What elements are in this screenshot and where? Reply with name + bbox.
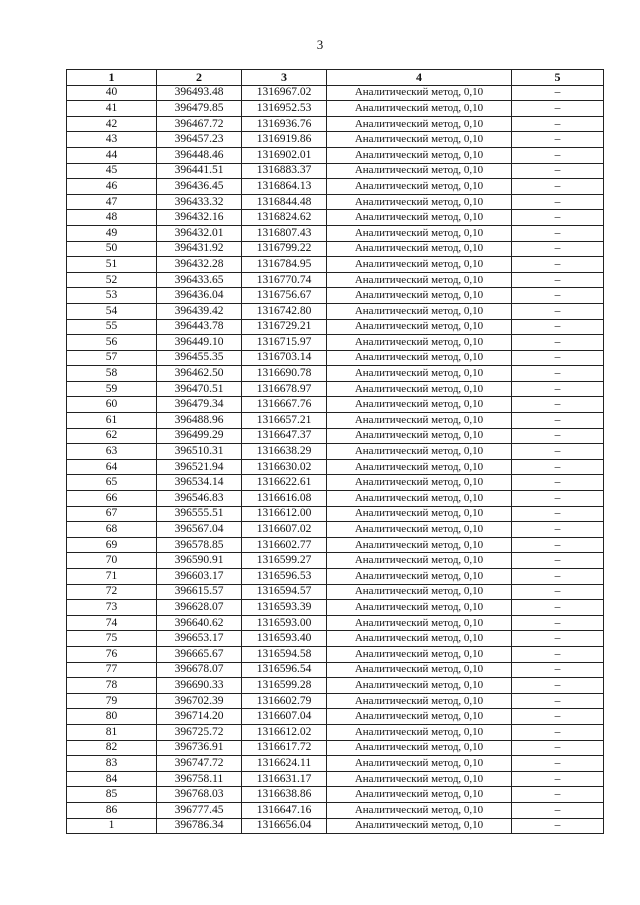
table-row <box>67 428 604 444</box>
method-cell: Аналитический метод, 0,10 <box>327 85 512 101</box>
y-coordinate-cell: 1316638.29 <box>242 444 327 460</box>
error-cell: – <box>512 288 604 304</box>
error-cell: – <box>512 272 604 288</box>
method-cell: Аналитический метод, 0,10 <box>327 787 512 803</box>
y-coordinate-cell: 1316936.76 <box>242 116 327 132</box>
error-cell: – <box>512 101 604 117</box>
y-coordinate-cell: 1316596.54 <box>242 662 327 678</box>
error-cell: – <box>512 491 604 507</box>
error-cell: – <box>512 397 604 413</box>
point-number-cell: 54 <box>67 303 157 319</box>
point-number-cell: 86 <box>67 802 157 818</box>
error-cell: – <box>512 413 604 429</box>
method-cell: Аналитический метод, 0,10 <box>327 303 512 319</box>
y-coordinate-cell: 1316631.17 <box>242 771 327 787</box>
method-cell: Аналитический метод, 0,10 <box>327 116 512 132</box>
table-row <box>67 584 604 600</box>
x-coordinate-cell: 396747.72 <box>157 756 242 772</box>
table-row <box>67 194 604 210</box>
point-number-cell: 77 <box>67 662 157 678</box>
y-coordinate-cell: 1316690.78 <box>242 366 327 382</box>
y-coordinate-cell: 1316667.76 <box>242 397 327 413</box>
table-row <box>67 662 604 678</box>
method-cell: Аналитический метод, 0,10 <box>327 756 512 772</box>
y-coordinate-cell: 1316593.39 <box>242 600 327 616</box>
x-coordinate-cell: 396433.32 <box>157 194 242 210</box>
y-coordinate-cell: 1316715.97 <box>242 335 327 351</box>
error-cell: – <box>512 756 604 772</box>
error-cell: – <box>512 600 604 616</box>
method-cell: Аналитический метод, 0,10 <box>327 194 512 210</box>
point-number-cell: 79 <box>67 693 157 709</box>
column-header-4: 4 <box>327 70 512 86</box>
x-coordinate-cell: 396433.65 <box>157 272 242 288</box>
y-coordinate-cell: 1316703.14 <box>242 350 327 366</box>
method-cell: Аналитический метод, 0,10 <box>327 553 512 569</box>
method-cell: Аналитический метод, 0,10 <box>327 709 512 725</box>
error-cell: – <box>512 428 604 444</box>
point-number-cell: 51 <box>67 257 157 273</box>
table-row <box>67 771 604 787</box>
x-coordinate-cell: 396534.14 <box>157 475 242 491</box>
error-cell: – <box>512 85 604 101</box>
method-cell: Аналитический метод, 0,10 <box>327 818 512 834</box>
x-coordinate-cell: 396653.17 <box>157 631 242 647</box>
y-coordinate-cell: 1316729.21 <box>242 319 327 335</box>
point-number-cell: 53 <box>67 288 157 304</box>
x-coordinate-cell: 396441.51 <box>157 163 242 179</box>
table-row <box>67 756 604 772</box>
method-cell: Аналитический метод, 0,10 <box>327 210 512 226</box>
point-number-cell: 78 <box>67 678 157 694</box>
y-coordinate-cell: 1316647.37 <box>242 428 327 444</box>
x-coordinate-cell: 396758.11 <box>157 771 242 787</box>
x-coordinate-cell: 396567.04 <box>157 522 242 538</box>
table-row <box>67 444 604 460</box>
table-row <box>67 241 604 257</box>
method-cell: Аналитический метод, 0,10 <box>327 163 512 179</box>
table-row <box>67 475 604 491</box>
point-number-cell: 40 <box>67 85 157 101</box>
x-coordinate-cell: 396432.28 <box>157 257 242 273</box>
error-cell: – <box>512 210 604 226</box>
error-cell: – <box>512 678 604 694</box>
point-number-cell: 58 <box>67 366 157 382</box>
error-cell: – <box>512 615 604 631</box>
method-cell: Аналитический метод, 0,10 <box>327 491 512 507</box>
x-coordinate-cell: 396439.42 <box>157 303 242 319</box>
y-coordinate-cell: 1316902.01 <box>242 147 327 163</box>
method-cell: Аналитический метод, 0,10 <box>327 413 512 429</box>
method-cell: Аналитический метод, 0,10 <box>327 179 512 195</box>
table-row <box>67 179 604 195</box>
table-row <box>67 116 604 132</box>
x-coordinate-cell: 396678.07 <box>157 662 242 678</box>
x-coordinate-cell: 396479.34 <box>157 397 242 413</box>
point-number-cell: 59 <box>67 381 157 397</box>
table-row <box>67 85 604 101</box>
y-coordinate-cell: 1316656.04 <box>242 818 327 834</box>
column-header-1: 1 <box>67 70 157 86</box>
table-row <box>67 600 604 616</box>
method-cell: Аналитический метод, 0,10 <box>327 272 512 288</box>
method-cell: Аналитический метод, 0,10 <box>327 257 512 273</box>
error-cell: – <box>512 381 604 397</box>
y-coordinate-cell: 1316616.08 <box>242 491 327 507</box>
error-cell: – <box>512 147 604 163</box>
y-coordinate-cell: 1316784.95 <box>242 257 327 273</box>
point-number-cell: 44 <box>67 147 157 163</box>
table-row <box>67 350 604 366</box>
point-number-cell: 68 <box>67 522 157 538</box>
method-cell: Аналитический метод, 0,10 <box>327 662 512 678</box>
point-number-cell: 67 <box>67 506 157 522</box>
error-cell: – <box>512 350 604 366</box>
table-row <box>67 506 604 522</box>
y-coordinate-cell: 1316883.37 <box>242 163 327 179</box>
y-coordinate-cell: 1316624.11 <box>242 756 327 772</box>
error-cell: – <box>512 709 604 725</box>
method-cell: Аналитический метод, 0,10 <box>327 147 512 163</box>
error-cell: – <box>512 132 604 148</box>
table-row <box>67 210 604 226</box>
y-coordinate-cell: 1316864.13 <box>242 179 327 195</box>
table-row <box>67 631 604 647</box>
table-row <box>67 257 604 273</box>
point-number-cell: 46 <box>67 179 157 195</box>
point-number-cell: 82 <box>67 740 157 756</box>
table-row <box>67 381 604 397</box>
error-cell: – <box>512 319 604 335</box>
x-coordinate-cell: 396768.03 <box>157 787 242 803</box>
y-coordinate-cell: 1316602.77 <box>242 537 327 553</box>
method-cell: Аналитический метод, 0,10 <box>327 506 512 522</box>
x-coordinate-cell: 396493.48 <box>157 85 242 101</box>
y-coordinate-cell: 1316630.02 <box>242 459 327 475</box>
error-cell: – <box>512 802 604 818</box>
x-coordinate-cell: 396431.92 <box>157 241 242 257</box>
x-coordinate-cell: 396640.62 <box>157 615 242 631</box>
y-coordinate-cell: 1316607.04 <box>242 709 327 725</box>
point-number-cell: 65 <box>67 475 157 491</box>
y-coordinate-cell: 1316596.53 <box>242 569 327 585</box>
table-row <box>67 335 604 351</box>
y-coordinate-cell: 1316638.86 <box>242 787 327 803</box>
error-cell: – <box>512 631 604 647</box>
point-number-cell: 1 <box>67 818 157 834</box>
x-coordinate-cell: 396436.04 <box>157 288 242 304</box>
error-cell: – <box>512 366 604 382</box>
error-cell: – <box>512 225 604 241</box>
table-row <box>67 413 604 429</box>
error-cell: – <box>512 303 604 319</box>
error-cell: – <box>512 179 604 195</box>
x-coordinate-cell: 396555.51 <box>157 506 242 522</box>
y-coordinate-cell: 1316657.21 <box>242 413 327 429</box>
point-number-cell: 84 <box>67 771 157 787</box>
point-number-cell: 64 <box>67 459 157 475</box>
y-coordinate-cell: 1316602.79 <box>242 693 327 709</box>
error-cell: – <box>512 257 604 273</box>
table-row <box>67 397 604 413</box>
method-cell: Аналитический метод, 0,10 <box>327 600 512 616</box>
y-coordinate-cell: 1316593.00 <box>242 615 327 631</box>
y-coordinate-cell: 1316967.02 <box>242 85 327 101</box>
method-cell: Аналитический метод, 0,10 <box>327 459 512 475</box>
y-coordinate-cell: 1316612.00 <box>242 506 327 522</box>
table-row <box>67 569 604 585</box>
point-number-cell: 71 <box>67 569 157 585</box>
point-number-cell: 50 <box>67 241 157 257</box>
point-number-cell: 45 <box>67 163 157 179</box>
x-coordinate-cell: 396603.17 <box>157 569 242 585</box>
point-number-cell: 83 <box>67 756 157 772</box>
y-coordinate-cell: 1316599.28 <box>242 678 327 694</box>
x-coordinate-cell: 396777.45 <box>157 802 242 818</box>
x-coordinate-cell: 396702.39 <box>157 693 242 709</box>
point-number-cell: 52 <box>67 272 157 288</box>
error-cell: – <box>512 163 604 179</box>
table-row <box>67 288 604 304</box>
x-coordinate-cell: 396443.78 <box>157 319 242 335</box>
y-coordinate-cell: 1316647.16 <box>242 802 327 818</box>
point-number-cell: 56 <box>67 335 157 351</box>
error-cell: – <box>512 771 604 787</box>
error-cell: – <box>512 194 604 210</box>
x-coordinate-cell: 396590.91 <box>157 553 242 569</box>
table-row <box>67 132 604 148</box>
x-coordinate-cell: 396457.23 <box>157 132 242 148</box>
y-coordinate-cell: 1316844.48 <box>242 194 327 210</box>
x-coordinate-cell: 396448.46 <box>157 147 242 163</box>
error-cell: – <box>512 740 604 756</box>
point-number-cell: 57 <box>67 350 157 366</box>
point-number-cell: 70 <box>67 553 157 569</box>
y-coordinate-cell: 1316807.43 <box>242 225 327 241</box>
point-number-cell: 47 <box>67 194 157 210</box>
error-cell: – <box>512 584 604 600</box>
method-cell: Аналитический метод, 0,10 <box>327 288 512 304</box>
method-cell: Аналитический метод, 0,10 <box>327 631 512 647</box>
table-row <box>67 303 604 319</box>
error-cell: – <box>512 787 604 803</box>
table-row <box>67 101 604 117</box>
table-row <box>67 522 604 538</box>
table-row <box>67 163 604 179</box>
table-row <box>67 646 604 662</box>
x-coordinate-cell: 396665.67 <box>157 646 242 662</box>
method-cell: Аналитический метод, 0,10 <box>327 366 512 382</box>
x-coordinate-cell: 396432.01 <box>157 225 242 241</box>
method-cell: Аналитический метод, 0,10 <box>327 319 512 335</box>
column-header-2: 2 <box>157 70 242 86</box>
error-cell: – <box>512 475 604 491</box>
point-number-cell: 48 <box>67 210 157 226</box>
error-cell: – <box>512 724 604 740</box>
point-number-cell: 72 <box>67 584 157 600</box>
error-cell: – <box>512 506 604 522</box>
y-coordinate-cell: 1316678.97 <box>242 381 327 397</box>
method-cell: Аналитический метод, 0,10 <box>327 132 512 148</box>
method-cell: Аналитический метод, 0,10 <box>327 693 512 709</box>
method-cell: Аналитический метод, 0,10 <box>327 522 512 538</box>
y-coordinate-cell: 1316770.74 <box>242 272 327 288</box>
table-row <box>67 802 604 818</box>
x-coordinate-cell: 396510.31 <box>157 444 242 460</box>
error-cell: – <box>512 241 604 257</box>
point-number-cell: 41 <box>67 101 157 117</box>
error-cell: – <box>512 569 604 585</box>
table-row <box>67 225 604 241</box>
x-coordinate-cell: 396499.29 <box>157 428 242 444</box>
x-coordinate-cell: 396714.20 <box>157 709 242 725</box>
table-header-row <box>67 70 604 86</box>
table-row <box>67 459 604 475</box>
method-cell: Аналитический метод, 0,10 <box>327 241 512 257</box>
point-number-cell: 61 <box>67 413 157 429</box>
point-number-cell: 81 <box>67 724 157 740</box>
table-row <box>67 147 604 163</box>
table-row <box>67 491 604 507</box>
point-number-cell: 49 <box>67 225 157 241</box>
x-coordinate-cell: 396736.91 <box>157 740 242 756</box>
point-number-cell: 55 <box>67 319 157 335</box>
column-header-3: 3 <box>242 70 327 86</box>
point-number-cell: 66 <box>67 491 157 507</box>
table-row <box>67 678 604 694</box>
y-coordinate-cell: 1316799.22 <box>242 241 327 257</box>
error-cell: – <box>512 818 604 834</box>
x-coordinate-cell: 396615.57 <box>157 584 242 600</box>
method-cell: Аналитический метод, 0,10 <box>327 475 512 491</box>
table-row <box>67 740 604 756</box>
column-header-5: 5 <box>512 70 604 86</box>
method-cell: Аналитический метод, 0,10 <box>327 335 512 351</box>
method-cell: Аналитический метод, 0,10 <box>327 428 512 444</box>
x-coordinate-cell: 396546.83 <box>157 491 242 507</box>
table-row <box>67 818 604 834</box>
method-cell: Аналитический метод, 0,10 <box>327 771 512 787</box>
table-row <box>67 787 604 803</box>
point-number-cell: 73 <box>67 600 157 616</box>
coordinates-table <box>66 69 604 834</box>
table-row <box>67 366 604 382</box>
x-coordinate-cell: 396467.72 <box>157 116 242 132</box>
y-coordinate-cell: 1316599.27 <box>242 553 327 569</box>
error-cell: – <box>512 662 604 678</box>
x-coordinate-cell: 396488.96 <box>157 413 242 429</box>
method-cell: Аналитический метод, 0,10 <box>327 537 512 553</box>
point-number-cell: 63 <box>67 444 157 460</box>
table-row <box>67 709 604 725</box>
method-cell: Аналитический метод, 0,10 <box>327 101 512 117</box>
error-cell: – <box>512 646 604 662</box>
method-cell: Аналитический метод, 0,10 <box>327 444 512 460</box>
x-coordinate-cell: 396628.07 <box>157 600 242 616</box>
y-coordinate-cell: 1316756.67 <box>242 288 327 304</box>
error-cell: – <box>512 444 604 460</box>
x-coordinate-cell: 396436.45 <box>157 179 242 195</box>
table-row <box>67 537 604 553</box>
method-cell: Аналитический метод, 0,10 <box>327 615 512 631</box>
table-row <box>67 272 604 288</box>
x-coordinate-cell: 396449.10 <box>157 335 242 351</box>
point-number-cell: 74 <box>67 615 157 631</box>
error-cell: – <box>512 693 604 709</box>
method-cell: Аналитический метод, 0,10 <box>327 569 512 585</box>
method-cell: Аналитический метод, 0,10 <box>327 350 512 366</box>
error-cell: – <box>512 553 604 569</box>
y-coordinate-cell: 1316622.61 <box>242 475 327 491</box>
table-row <box>67 693 604 709</box>
point-number-cell: 62 <box>67 428 157 444</box>
y-coordinate-cell: 1316824.62 <box>242 210 327 226</box>
error-cell: – <box>512 522 604 538</box>
method-cell: Аналитический метод, 0,10 <box>327 584 512 600</box>
x-coordinate-cell: 396725.72 <box>157 724 242 740</box>
x-coordinate-cell: 396455.35 <box>157 350 242 366</box>
y-coordinate-cell: 1316594.57 <box>242 584 327 600</box>
x-coordinate-cell: 396521.94 <box>157 459 242 475</box>
y-coordinate-cell: 1316919.86 <box>242 132 327 148</box>
error-cell: – <box>512 537 604 553</box>
method-cell: Аналитический метод, 0,10 <box>327 740 512 756</box>
x-coordinate-cell: 396690.33 <box>157 678 242 694</box>
x-coordinate-cell: 396432.16 <box>157 210 242 226</box>
point-number-cell: 80 <box>67 709 157 725</box>
method-cell: Аналитический метод, 0,10 <box>327 381 512 397</box>
point-number-cell: 76 <box>67 646 157 662</box>
x-coordinate-cell: 396470.51 <box>157 381 242 397</box>
y-coordinate-cell: 1316593.40 <box>242 631 327 647</box>
table-row <box>67 553 604 569</box>
table-row <box>67 615 604 631</box>
y-coordinate-cell: 1316742.80 <box>242 303 327 319</box>
method-cell: Аналитический метод, 0,10 <box>327 724 512 740</box>
page-number: 3 <box>316 37 324 52</box>
point-number-cell: 43 <box>67 132 157 148</box>
table-row <box>67 319 604 335</box>
method-cell: Аналитический метод, 0,10 <box>327 397 512 413</box>
table-row <box>67 724 604 740</box>
x-coordinate-cell: 396462.50 <box>157 366 242 382</box>
y-coordinate-cell: 1316594.58 <box>242 646 327 662</box>
method-cell: Аналитический метод, 0,10 <box>327 678 512 694</box>
x-coordinate-cell: 396578.85 <box>157 537 242 553</box>
point-number-cell: 42 <box>67 116 157 132</box>
error-cell: – <box>512 116 604 132</box>
error-cell: – <box>512 335 604 351</box>
point-number-cell: 60 <box>67 397 157 413</box>
error-cell: – <box>512 459 604 475</box>
x-coordinate-cell: 396786.34 <box>157 818 242 834</box>
y-coordinate-cell: 1316612.02 <box>242 724 327 740</box>
point-number-cell: 85 <box>67 787 157 803</box>
point-number-cell: 69 <box>67 537 157 553</box>
method-cell: Аналитический метод, 0,10 <box>327 225 512 241</box>
method-cell: Аналитический метод, 0,10 <box>327 802 512 818</box>
x-coordinate-cell: 396479.85 <box>157 101 242 117</box>
y-coordinate-cell: 1316952.53 <box>242 101 327 117</box>
method-cell: Аналитический метод, 0,10 <box>327 646 512 662</box>
y-coordinate-cell: 1316607.02 <box>242 522 327 538</box>
point-number-cell: 75 <box>67 631 157 647</box>
y-coordinate-cell: 1316617.72 <box>242 740 327 756</box>
